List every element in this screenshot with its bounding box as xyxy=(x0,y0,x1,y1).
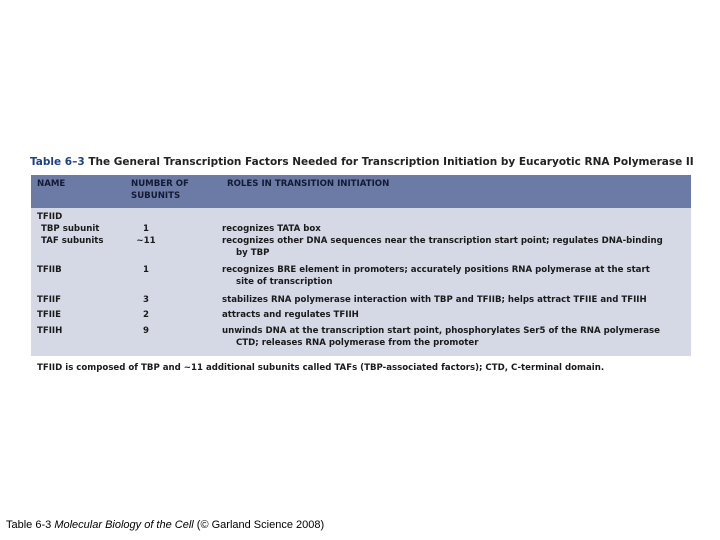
row-tbp-number: 1 xyxy=(143,224,149,234)
caption-copyright: (© Garland Science 2008) xyxy=(196,519,325,531)
row-tfiid-name: TFIID xyxy=(37,212,63,222)
row-tfiib-role-line1: recognizes BRE element in promoters; accurately positions RNA polymerase at the start xyxy=(222,265,650,275)
row-tfiie-number: 2 xyxy=(143,310,149,320)
row-tfiif-role: stabilizes RNA polymerase interaction with TBP and TFIIB; helps attract TFIIE and TFIIH xyxy=(222,295,647,305)
transcription-factors-table xyxy=(31,175,691,356)
row-taf-name: TAF subunits xyxy=(41,236,104,246)
slide-caption xyxy=(6,519,324,531)
table-header-row xyxy=(31,175,691,208)
header-number-line1: NUMBER OF xyxy=(131,179,189,189)
row-tfiih-role-line2: CTD; releases RNA polymerase from the promoter xyxy=(236,338,479,348)
row-tbp-role: recognizes TATA box xyxy=(222,224,321,234)
row-tfiib-name: TFIIB xyxy=(37,265,62,275)
caption-prefix: Table 6-3 xyxy=(6,519,52,531)
header-name: NAME xyxy=(37,179,66,189)
row-taf-role-line1: recognizes other DNA sequences near the transcription start point; regulates DNA-binding xyxy=(222,236,663,246)
table-footnote: TFIID is composed of TBP and ~11 additional subunits called TAFs (TBP-associated factors); CTD, C-terminal domain. xyxy=(37,363,605,373)
header-number-line2: SUBUNITS xyxy=(131,191,181,201)
caption-book-title: Molecular Biology of the Cell xyxy=(54,519,194,531)
row-taf-role-line2: by TBP xyxy=(236,248,270,258)
table-label: Table 6–3 xyxy=(30,156,85,168)
row-tbp-name: TBP subunit xyxy=(41,224,100,234)
row-tfiif-name: TFIIF xyxy=(37,295,61,305)
row-tfiih-name: TFIIH xyxy=(37,326,63,336)
row-taf-number: ~11 xyxy=(136,236,156,246)
row-tfiie-role: attracts and regulates TFIIH xyxy=(222,310,359,320)
row-tfiib-number: 1 xyxy=(143,265,149,275)
table-title-text: The General Transcription Factors Needed for Transcription Initiation by Eucaryotic RNA Polymerase II xyxy=(88,156,694,168)
row-tfiib-role-line2: site of transcription xyxy=(236,277,333,287)
table-title xyxy=(30,156,710,168)
row-tfiie-name: TFIIE xyxy=(37,310,61,320)
header-roles: ROLES IN TRANSITION INITIATION xyxy=(227,179,390,189)
row-tfiif-number: 3 xyxy=(143,295,149,305)
row-tfiih-number: 9 xyxy=(143,326,149,336)
row-tfiih-role-line1: unwinds DNA at the transcription start point, phosphorylates Ser5 of the RNA polymerase xyxy=(222,326,660,336)
